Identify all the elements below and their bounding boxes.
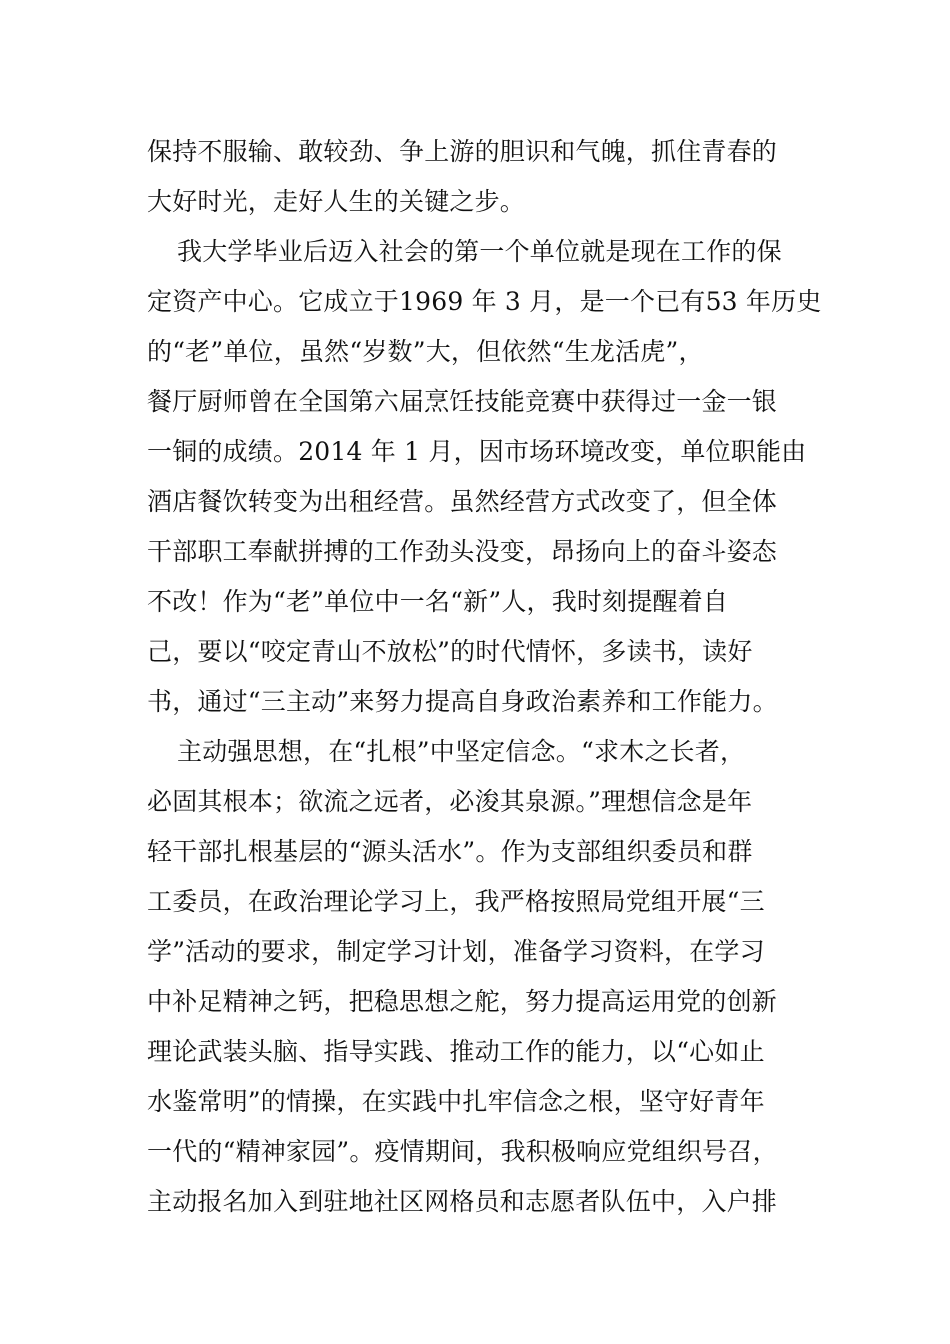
text-line: 学”活动的要求，制定学习计划，准备学习资料，在学习 [147,937,765,966]
text-line: 一铜的成绩。2014 年 1 月，因市场环境改变，单位职能由 [147,437,807,466]
text-line: 保持不服输、敢较劲、争上游的胆识和气魄，抓住青春的 [147,137,778,166]
text-line: 不改！作为“老”单位中一名“新”人，我时刻提醒着自 [147,587,729,616]
text-line: 书，通过“三主动”来努力提高自身政治素养和工作能力。 [147,687,778,716]
body-text [147,127,822,1227]
text-line: 我大学毕业后迈入社会的第一个单位就是现在工作的保 [177,237,782,266]
text-line: 的“老”单位，虽然“岁数”大，但依然“生龙活虎”， [147,337,704,366]
text-line: 餐厅厨师曾在全国第六届烹饪技能竞赛中获得过一金一银 [147,387,778,416]
text-line: 必固其根本；欲流之远者，必浚其泉源。”理想信念是年 [147,787,753,816]
text-line: 一代的“精神家园”。疫情期间，我积极响应党组织号召， [147,1137,778,1166]
text-line: 理论武装头脑、指导实践、推动工作的能力，以“心如止 [147,1037,765,1066]
text-line: 工委员，在政治理论学习上，我严格按照局党组开展“三 [147,887,765,916]
text-line: 中补足精神之钙，把稳思想之舵，努力提高运用党的创新 [147,987,778,1016]
text-line: 主动报名加入到驻地社区网格员和志愿者队伍中，入户排 [147,1187,778,1216]
text-line: 大好时光，走好人生的关键之步。 [147,187,526,216]
text-line: 干部职工奉献拼搏的工作劲头没变，昂扬向上的奋斗姿态 [147,537,778,566]
text-line: 轻干部扎根基层的“源头活水”。作为支部组织委员和群 [147,837,753,866]
text-line: 酒店餐饮转变为出租经营。虽然经营方式改变了，但全体 [147,487,778,516]
text-line: 定资产中心。它成立于1969 年 3 月，是一个已有53 年历史 [147,287,822,316]
text-line: 己，要以“咬定青山不放松”的时代情怀，多读书，读好 [147,637,753,666]
text-line: 主动强思想，在“扎根”中坚定信念。“求木之长者， [177,737,746,766]
text-line: 水鉴常明”的情操，在实践中扎牢信念之根，坚守好青年 [147,1087,765,1116]
